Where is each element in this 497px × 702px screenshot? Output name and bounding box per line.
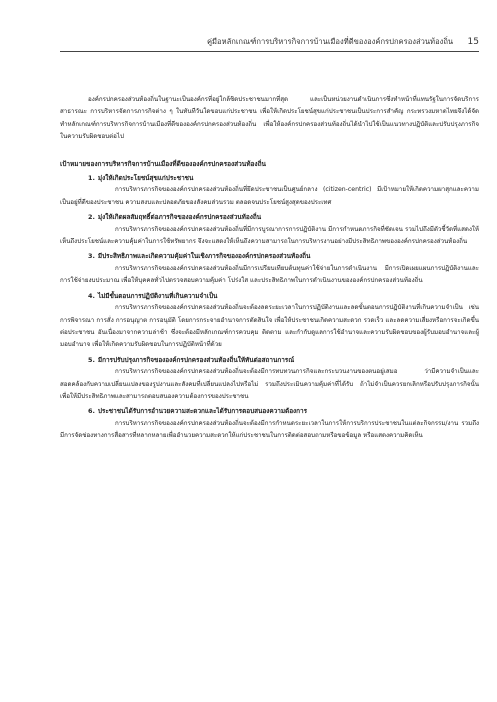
goal-item-number: 3. [88, 252, 95, 261]
goal-item-body: การบริหารภารกิจขององค์กรปกครองส่วนท้องถิ่นที่มีการบูรณาการการปฏิบัติงาน มีการกำหนดภารกิจที่ชัดเจน รวมไปถึงมีตัวชี้วัดที่แสดงให้เห็นถึงประโยชน์และความคุ้มค่าในการใช้ทรัพยากร จึงจะแสดงให้เห็นถึงความสามารถในการบริหารงานอย่างมีประสิทธิภาพขององค์กรปกครองส่วนท้องถิ่น [60, 225, 479, 246]
goal-item [60, 172, 479, 209]
goal-item [60, 405, 479, 442]
goal-item-number: 2. [88, 213, 95, 222]
page-number: 15 [467, 37, 479, 47]
goal-item-heading [60, 172, 479, 184]
running-header [60, 36, 479, 50]
goal-item-title: มีการปรับปรุงภารกิจขององค์กรปกครองส่วนท้องถิ่นให้ทันต่อสถานการณ์ [97, 355, 295, 364]
goal-item-title: มีประสิทธิภาพและเกิดความคุ้มค่าในเชิงภารกิจขององค์กรปกครองส่วนท้องถิ่น [97, 252, 311, 261]
goal-item [60, 211, 479, 248]
goal-item-number: 5. [88, 355, 95, 364]
goal-item-heading [60, 354, 479, 366]
header-title: คู่มือหลักเกณฑ์การบริหารกิจการบ้านเมืองที่ดีขององค์กรปกครองส่วนท้องถิ่น [206, 37, 454, 46]
goal-item-title: มุ่งให้เกิดประโยชน์สุขแก่ประชาชน [97, 174, 194, 183]
goal-item-heading [60, 250, 479, 262]
goal-item [60, 290, 479, 352]
goal-item-heading [60, 290, 479, 302]
goal-item-body: การบริหารภารกิจขององค์กรปกครองส่วนท้องถิ่นจะต้องมีการทบทวนภารกิจและกระบวนงานของตนอยู่เสมอ ว่ามีความจำเป็นและสอดคล้องกับความเปลี่ยนแปลงของรูปงานและสังคมที่เปลี่ยนแปลงไปหรือไม่ รวมถึงประเมินความคุ้มค่าที่ได้รับ ถ้าไม่จำเป็นควรยกเลิกหรือปรับปรุงภารกิจนั้น เพื่อให้มีประสิทธิภาพและสามารถตอบสนองความต้องการของประชาชน [60, 368, 479, 400]
intro-paragraph: องค์กรปกครองส่วนท้องถิ่นในฐานะเป็นองค์กรที่อยู่ใกล้ชิดประชาชนมากที่สุด และเป็นหน่วยงานดำเนินการซึ่งทำหน้าที่แทนรัฐในการจัดบริการสาธารณะ การบริหารจัดการภารกิจต่าง ๆ ในทันทีวันใดขอบแก่ประชาชน เพื่อให้เกิดประโยชน์สุขแก่ประชาชนเป็นประการสำคัญ กระทรวงมหาดไทยจึงได้จัดทำหลักเกณฑ์การบริหารกิจการบ้านเมืองที่ดีขององค์กรปกครองส่วนท้องถิ่น เพื่อให้องค์กรปกครองส่วนท้องถิ่นได้นำไปใช้เป็นแนวทางปฏิบัติและปรับปรุงภารกิจในความรับผิดชอบต่อไป [60, 96, 479, 141]
goal-item [60, 250, 479, 287]
goal-item-number: 6. [88, 407, 95, 416]
goal-item-body: การบริหารภารกิจขององค์กรปกครองส่วนท้องถิ่นจะต้องมีการกำหนดระยะเวลาในการให้การบริการประชาชนในแต่ละกิจกรรม/งาน รวมถึงมีการจัดช่องทางการสื่อสารที่หลากหลายเพื่ออำนวยความสะดวกให้แก่ประชาชนในการติดต่อสอบถามหรือขอข้อมูล หรือแสดงความคิดเห็น [60, 419, 479, 440]
goal-item-number: 1. [88, 174, 95, 183]
goal-item-body: การบริหารภารกิจขององค์กรปกครองส่วนท้องถิ่นมีการเปรียบเทียบต้นทุนค่าใช้จ่ายในการดำเนินงาน มีการเปิดเผยแผนการปฏิบัติงานและการใช้จ่ายงบประมาณ เพื่อให้บุคคลทั่วไปตรวจสอบความคุ้มค่า โปร่งใส และประสิทธิภาพในการดำเนินงานขององค์กรปกครองส่วนท้องถิ่น [60, 264, 479, 285]
goal-item-body: การบริหารภารกิจขององค์กรปกครองส่วนท้องถิ่นที่ยึดประชาชนเป็นศูนย์กลาง (citizen-centric) มีเป้าหมายให้เกิดความผาสุกและความเป็นอยู่ที่ดีของประชาชน ความสงบและปลอดภัยของสังคมส่วนรวม ตลอดจนประโยชน์สูงสุดของประเทศ [60, 186, 479, 206]
goal-item-body: การบริหารภารกิจขององค์กรปกครองส่วนท้องถิ่นจะต้องลดระยะเวลาในการปฏิบัติงานและลดขั้นตอนการปฏิบัติงานที่เกินความจำเป็น เช่น การพิจารณา การสั่ง การอนุญาต การอนุมัติ โดยการกระจายอำนาจการตัดสินใจ เพื่อให้ประชาชนเกิดความสะดวก รวดเร็ว และลดความเสี่ยงหรือการจะเกิดขึ้นต่อประชาชน อันเนื่องมาจากความล่าช้า ซึ่งจะต้องมีหลักเกณฑ์การควบคุม ติดตาม และกำกับดูแลการใช้อำนาจและความรับผิดชอบของผู้รับมอบอำนาจและผู้มอบอำนาจ เพื่อให้เกิดความรับผิดชอบในการปฏิบัติหน้าที่ด้วย [60, 304, 479, 349]
goal-item-heading [60, 405, 479, 417]
goal-item-number: 4. [88, 291, 95, 300]
header-divider [60, 51, 479, 52]
goal-item-title: ประชาชนได้รับการอำนวยความสะดวกและได้รับการตอบสนองความต้องการ [97, 407, 308, 416]
goal-item-title: มุ่งให้เกิดผลสัมฤทธิ์ต่อภารกิจขององค์กรปกครองส่วนท้องถิ่น [97, 213, 262, 222]
section-title: เป้าหมายของการบริหารกิจการบ้านเมืองที่ดีขององค์กรปกครองส่วนท้องถิ่น [60, 159, 266, 168]
goal-item [60, 354, 479, 404]
document-body [60, 94, 479, 443]
goal-item-title: ไม่มีขั้นตอนการปฏิบัติงานที่เกินความจำเป็น [97, 291, 218, 300]
goal-item-heading [60, 211, 479, 223]
